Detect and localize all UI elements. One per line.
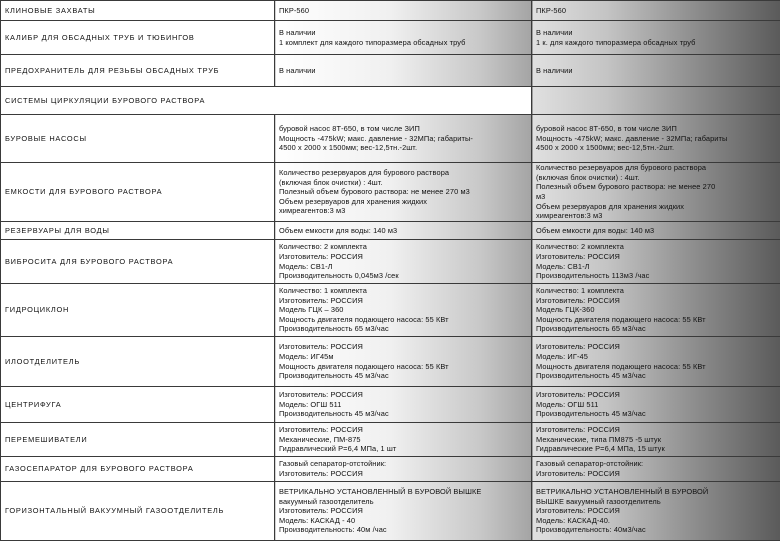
cell-line: Количество: 1 комплекта [536, 286, 776, 296]
cell-line: Изготовитель: РОССИЯ [536, 390, 776, 400]
cell-line: Изготовитель: РОССИЯ [536, 506, 776, 516]
cell-line: В наличии [536, 66, 776, 76]
cell-line: Изготовитель: РОССИЯ [279, 296, 527, 306]
value-cell-col3 [532, 457, 780, 482]
cell-line: В наличии [279, 28, 527, 38]
section-heading: СИСТЕМЫ ЦИРКУЛЯЦИИ БУРОВОГО РАСТВОРА [1, 87, 532, 115]
cell-line: ВЕТРИКАЛЬНО УСТАНОВЛЕННЫЙ В БУРОВОЙ [536, 487, 776, 497]
value-cell-col2 [275, 21, 532, 55]
cell-line: Количество: 2 комплекта [279, 242, 527, 252]
row-label: ГИДРОЦИКЛОН [1, 284, 275, 337]
cell-line: Объем емкости для воды: 140 м3 [279, 226, 527, 236]
value-cell-col2 [275, 482, 532, 541]
value-cell-col2 [275, 222, 532, 240]
row-label: КЛИНОВЫЕ ЗАХВАТЫ [1, 1, 275, 21]
cell-line: Производительность 113м3 /час [536, 271, 776, 281]
value-cell-col3 [532, 240, 780, 284]
row-label: РЕЗЕРВУАРЫ ДЛЯ ВОДЫ [1, 222, 275, 240]
cell-line: Объем емкости для воды: 140 м3 [536, 226, 776, 236]
cell-line: Гидравлический P=6,4 МПа, 1 шт [279, 444, 527, 454]
value-cell-col2 [275, 337, 532, 387]
row-label: ГАЗОСЕПАРАТОР ДЛЯ БУРОВОГО РАСТВОРА [1, 457, 275, 482]
cell-line: Модель ГЦК-360 [536, 305, 776, 315]
cell-line: Производительность 65 м3/час [536, 324, 776, 334]
table-row [1, 222, 780, 240]
cell-line: Модель: КАСКАД - 40 [279, 516, 527, 526]
cell-line: Изготовитель: РОССИЯ [536, 252, 776, 262]
cell-line: (включая блок очистки) : 4шт. [279, 178, 527, 188]
value-cell-col3 [532, 423, 780, 457]
value-cell-col2 [275, 55, 532, 87]
cell-line: Производительность 45 м3/час [279, 371, 527, 381]
table-row [1, 21, 780, 55]
cell-line: Мощность двигателя подающего насоса: 55 КВт [279, 362, 527, 372]
cell-line: Количество резервуаров для бурового раствора [536, 163, 776, 173]
row-label: ЦЕНТРИФУГА [1, 387, 275, 423]
row-label: ЕМКОСТИ ДЛЯ БУРОВОГО РАСТВОРА [1, 163, 275, 222]
cell-line: Мощность -475kW; макс. давление - 32МПа; габариты- [279, 134, 527, 144]
table-row [1, 457, 780, 482]
row-label: КАЛИБР ДЛЯ ОБСАДНЫХ ТРУБ И ТЮБИНГОВ [1, 21, 275, 55]
cell-line: 4500 x 2000 x 1500мм; вес-12,5тн.-2шт. [536, 143, 776, 153]
cell-line: Производительность 45 м3/час [536, 371, 776, 381]
cell-line: Механические, ПМ-875 [279, 435, 527, 445]
cell-line: Производительность: 40м3/час [536, 525, 776, 535]
cell-line: Мощность -475kW; макс. давление - 32МПа; габариты [536, 134, 776, 144]
value-cell-col3 [532, 284, 780, 337]
value-cell-col3 [532, 87, 780, 115]
value-cell-col2 [275, 387, 532, 423]
cell-line: В наличии [536, 28, 776, 38]
table-row [1, 163, 780, 222]
table-row [1, 387, 780, 423]
value-cell-col3 [532, 337, 780, 387]
cell-line: Полезный объем бурового раствора: не менее 270 м3 [279, 187, 527, 197]
value-cell-col2 [275, 240, 532, 284]
cell-line: буровой насос 8Т-650, в том числе ЗИП [536, 124, 776, 134]
value-cell-col2 [275, 423, 532, 457]
cell-line: 1 комплект для каждого типоразмера обсадных труб [279, 38, 527, 48]
table-row [1, 115, 780, 163]
table-row [1, 55, 780, 87]
cell-line: (включая блок очистки) : 4шт. [536, 173, 776, 183]
value-cell-col2 [275, 457, 532, 482]
table-row [1, 337, 780, 387]
cell-line: Мощность двигателя подающего насоса: 55 КВт [279, 315, 527, 325]
row-label: ИЛООТДЕЛИТЕЛЬ [1, 337, 275, 387]
cell-line: вакуумный газоотделитель [279, 497, 527, 507]
cell-line: Производительность 0,045м3 /сек [279, 271, 527, 281]
value-cell-col3 [532, 163, 780, 222]
cell-line: Мощность двигателя подающего насоса: 55 КВт [536, 362, 776, 372]
row-label: ПРЕДОХРАНИТЕЛЬ ДЛЯ РЕЗЬБЫ ОБСАДНЫХ ТРУБ [1, 55, 275, 87]
cell-line: м3 [536, 192, 776, 202]
value-cell-col3 [532, 222, 780, 240]
table-row [1, 240, 780, 284]
cell-line: Изготовитель: РОССИЯ [279, 390, 527, 400]
value-cell-col2 [275, 1, 532, 21]
cell-line: Производительность 45 м3/час [536, 409, 776, 419]
cell-line: 1 к. для каждого типоразмера обсадных труб [536, 38, 776, 48]
row-label: ПЕРЕМЕШИВАТЕЛИ [1, 423, 275, 457]
table-row [1, 87, 780, 115]
cell-line: Модель: ОГШ 511 [279, 400, 527, 410]
cell-line: Изготовитель: РОССИЯ [536, 469, 776, 479]
cell-line: Количество резервуаров для бурового раствора [279, 168, 527, 178]
cell-line: Производительность 45 м3/час [279, 409, 527, 419]
cell-line: ВЕТРИКАЛЬНО УСТАНОВЛЕННЫЙ В БУРОВОЙ ВЫШКЕ [279, 487, 527, 497]
cell-line: Модель: ОГШ 511 [536, 400, 776, 410]
cell-line: Изготовитель: РОССИЯ [279, 469, 527, 479]
value-cell-col3 [532, 482, 780, 541]
cell-line: 4500 x 2000 x 1500мм; вес-12,5тн.-2шт. [279, 143, 527, 153]
cell-line: Изготовитель: РОССИЯ [536, 425, 776, 435]
cell-line: Изготовитель: РОССИЯ [536, 296, 776, 306]
cell-line: Гидравлические Р=6,4 МПа, 15 штук [536, 444, 776, 454]
cell-line: Количество: 1 комплекта [279, 286, 527, 296]
cell-line: ПКР-560 [536, 6, 776, 16]
cell-line: Мощность двигателя подающего насоса: 55 КВт [536, 315, 776, 325]
cell-line: буровой насос 8Т-650, в том числе ЗИП [279, 124, 527, 134]
cell-line: Количество: 2 комплекта [536, 242, 776, 252]
cell-line: Объем резервуаров для хранения жидких [279, 197, 527, 207]
cell-line: Изготовитель: РОССИЯ [279, 342, 527, 352]
cell-line: Модель ГЦК – 360 [279, 305, 527, 315]
table-row [1, 1, 780, 21]
value-cell-col2 [275, 115, 532, 163]
cell-line: Механические, типа ПМ875 -5 штук [536, 435, 776, 445]
cell-line: Изготовитель: РОССИЯ [279, 425, 527, 435]
cell-line: Объем резервуаров для хранения жидких [536, 202, 776, 212]
value-cell-col3 [532, 115, 780, 163]
value-cell-col3 [532, 21, 780, 55]
cell-line: Газовый сепаратор-отстойник: [536, 459, 776, 469]
cell-line: Полезный объем бурового раствора: не менее 270 [536, 182, 776, 192]
cell-line: Изготовитель: РОССИЯ [536, 342, 776, 352]
cell-line: В наличии [279, 66, 527, 76]
cell-line: Изготовитель: РОССИЯ [279, 506, 527, 516]
cell-line: Производительность 65 м3/час [279, 324, 527, 334]
table-row [1, 482, 780, 541]
value-cell-col2 [275, 163, 532, 222]
value-cell-col3 [532, 387, 780, 423]
row-label: ВИБРОСИТА ДЛЯ БУРОВОГО РАСТВОРА [1, 240, 275, 284]
cell-line: Производительность: 40м /час [279, 525, 527, 535]
cell-line: ПКР-560 [279, 6, 527, 16]
cell-line: ВЫШКЕ вакуумный газоотделитель [536, 497, 776, 507]
row-label: БУРОВЫЕ НАСОСЫ [1, 115, 275, 163]
cell-line: Модель: ИГ-45 [536, 352, 776, 362]
table-row [1, 284, 780, 337]
cell-line: Модель: КАСКАД-40. [536, 516, 776, 526]
cell-line: химреагентов:3 м3 [279, 206, 527, 216]
cell-line: Газовый сепаратор-отстойник: [279, 459, 527, 469]
row-label: ГОРИЗОНТАЛЬНЫЙ ВАКУУМНЫЙ ГАЗООТДЕЛИТЕЛЬ [1, 482, 275, 541]
table-row [1, 423, 780, 457]
cell-line: Модель: СВ1-Л [279, 262, 527, 272]
value-cell-col2 [275, 284, 532, 337]
cell-line: химреагентов:3 м3 [536, 211, 776, 221]
cell-line: Модель: ИГ45м [279, 352, 527, 362]
cell-line: Изготовитель: РОССИЯ [279, 252, 527, 262]
value-cell-col3 [532, 55, 780, 87]
cell-line: Модель: СВ1-Л [536, 262, 776, 272]
value-cell-col3 [532, 1, 780, 21]
